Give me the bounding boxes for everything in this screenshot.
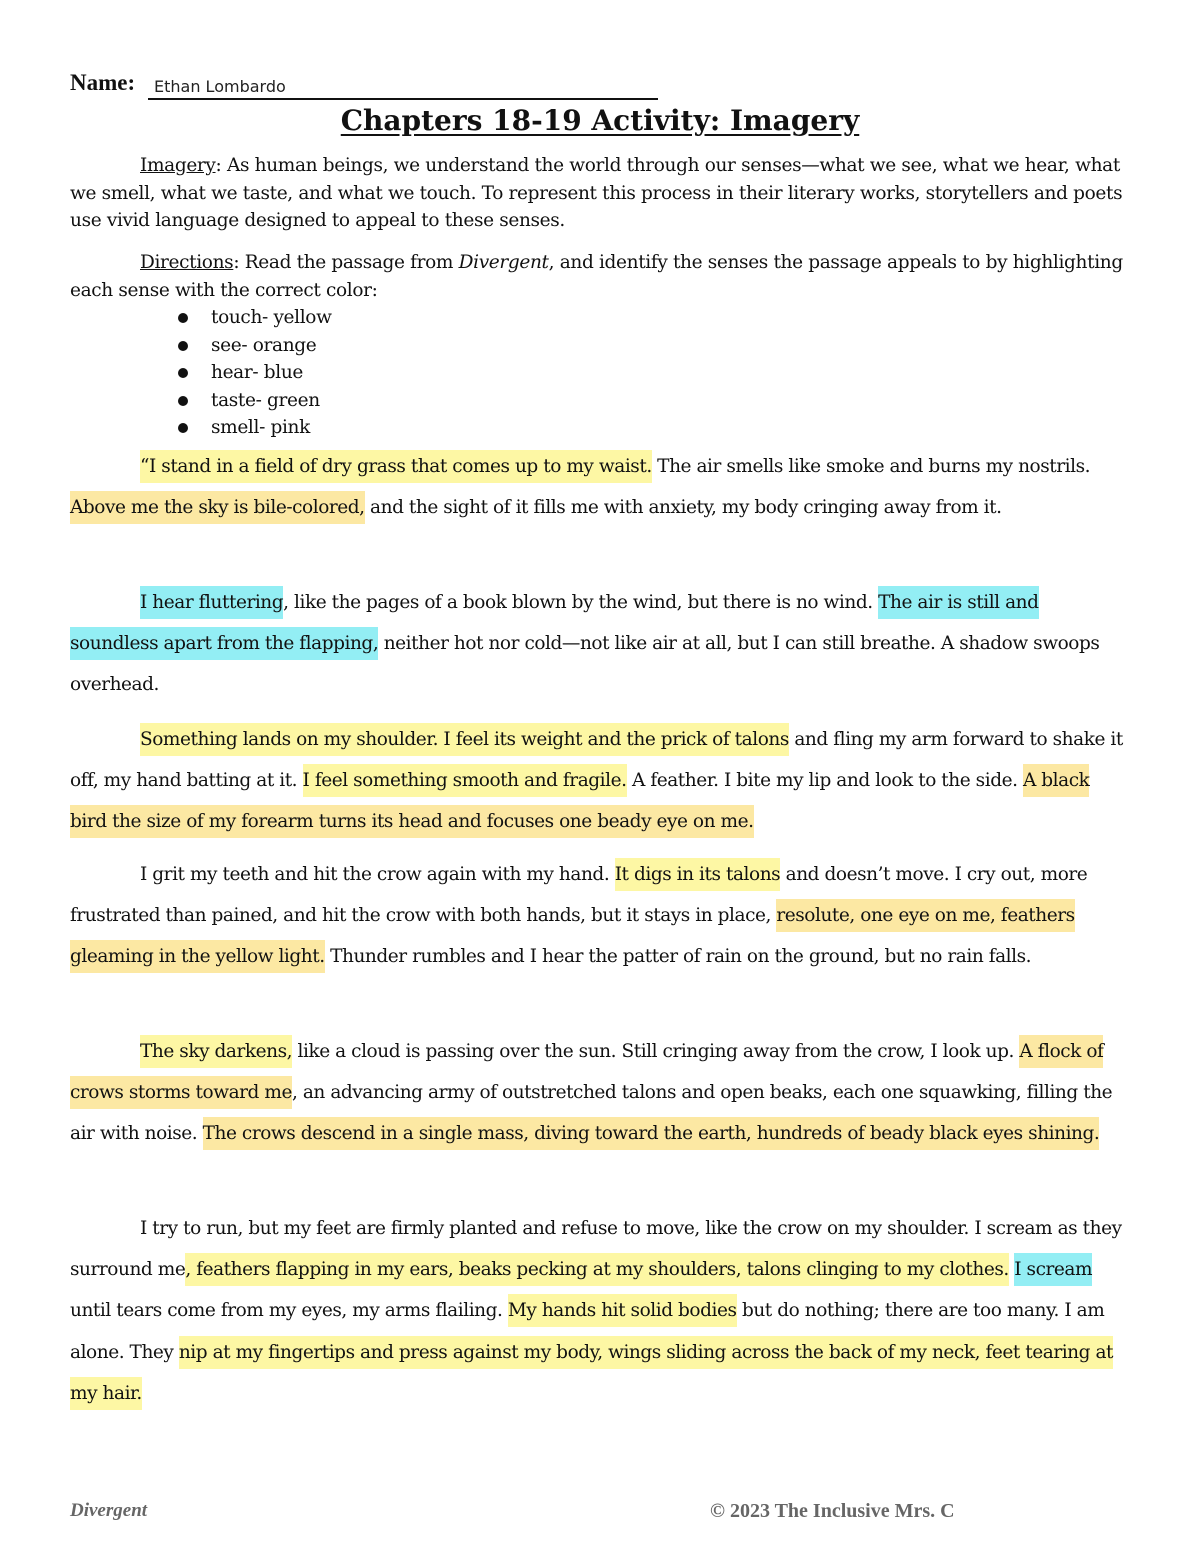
touch-highlight: , feathers flapping in my ears, beaks pecking at my shoulders, talons clinging to my clothes. <box>185 1253 1009 1286</box>
directions <box>70 249 1130 304</box>
see-highlight: resolute, one eye on me, feathers gleaming in the yellow light. <box>70 899 1075 973</box>
page-title: Chapters 18-19 Activity: Imagery <box>340 104 860 137</box>
sense-item-see: see- orange <box>175 332 332 360</box>
touch-highlight: It digs in its talons <box>615 858 781 891</box>
passage-text: and fling my arm forward to shake it off, my hand batting at it. <box>70 729 1123 792</box>
passage-text: I try to run, but my feet are firmly planted and refuse to move, like the crow on my shoulder. I scream as they surround me <box>70 1218 1122 1281</box>
touch-highlight: nip at my fingertips and press against my body, wings sliding across the back of my neck, feet tearing at my hair. <box>70 1336 1113 1410</box>
passage-paragraph-2 <box>70 582 1130 706</box>
see-highlight: The crows descend in a single mass, diving toward the earth, hundreds of beady black eyes shining. <box>203 1117 1100 1150</box>
touch-highlight: Something lands on my shoulder. I feel its weight and the prick of talons <box>140 723 789 756</box>
imagery-label: Imagery <box>140 155 216 176</box>
passage-text: , like the pages of a book blown by the wind, but there is no wind. <box>283 592 879 613</box>
passage-text: The air smells like smoke and burns my nostrils. <box>651 456 1091 477</box>
touch-highlight: My hands hit solid bodies <box>508 1294 737 1327</box>
sense-color-list <box>175 304 332 442</box>
passage-paragraph-5 <box>70 1031 1130 1155</box>
sense-item-taste: taste- green <box>175 387 332 415</box>
see-highlight: Above me the sky is bile-colored, <box>70 491 365 524</box>
passage-paragraph-1 <box>70 446 1130 528</box>
imagery-definition <box>70 152 1130 235</box>
imagery-text: : As human beings, we understand the world through our senses—what we see, what we hear, what we smell, what we taste, and what we touch. To represent this process in their literary works, storytellers and poets use vivid language designed to appeal to these senses. <box>70 155 1123 231</box>
touch-highlight: The sky darkens, <box>140 1035 292 1068</box>
see-highlight: A flock of crows storms toward me <box>70 1035 1103 1109</box>
passage-text: Thunder rumbles and I hear the patter of rain on the ground, but no rain falls. <box>324 946 1032 968</box>
passage-text: neither hot nor cold—not like air at all, but I can still breathe. A shadow swoops overhead. <box>70 633 1100 696</box>
directions-label: Directions <box>140 252 234 273</box>
hear-highlight: The air is still and soundless apart from the flapping, <box>70 586 1039 660</box>
passage-text: but do nothing; there are too many. I am alone. They <box>70 1300 1105 1363</box>
passage-paragraph-3 <box>70 719 1130 843</box>
passage-text: and doesn’t move. I cry out, more frustrated than pained, and hit the crow with both hands, but it stays in place, <box>70 864 1088 927</box>
passage-text: and the sight of it fills me with anxiety, my body cringing away from it. <box>364 497 1002 519</box>
see-highlight: A black bird the size of my forearm turns its head and focuses one beady eye on me. <box>70 764 1089 838</box>
passage-text: A feather. I bite my lip and look to the side. <box>626 770 1023 792</box>
passage-text: until tears come from my eyes, my arms flailing. <box>70 1300 508 1322</box>
hear-highlight: I scream <box>1014 1253 1092 1286</box>
footer-copyright: © 2023 The Inclusive Mrs. C <box>710 1500 955 1522</box>
name-label: Name: <box>70 70 136 95</box>
passage-text: I grit my teeth and hit the crow again with my hand. <box>140 864 615 885</box>
name-value[interactable]: Ethan Lombardo <box>154 77 286 96</box>
passage-paragraph-6 <box>70 1208 1130 1414</box>
sense-item-smell: smell- pink <box>175 414 332 442</box>
footer-book-title: Divergent <box>70 1500 148 1521</box>
sense-item-hear: hear- blue <box>175 359 332 387</box>
touch-highlight: “I stand in a field of dry grass that comes up to my waist. <box>140 450 652 483</box>
passage-paragraph-4 <box>70 854 1130 978</box>
directions-text-1: : Read the passage from <box>233 252 459 273</box>
passage-text: like a cloud is passing over the sun. Still cringing away from the crow, I look up. <box>292 1041 1020 1062</box>
directions-book: Divergent <box>458 252 549 273</box>
sense-item-touch: touch- yellow <box>175 304 332 332</box>
hear-highlight: I hear fluttering <box>140 586 283 619</box>
touch-highlight: I feel something smooth and fragile. <box>303 764 627 797</box>
directions-text-2: , and identify the senses the passage appeals to by highlighting each sense with the correct color: <box>70 252 1123 301</box>
passage-text: , an advancing army of outstretched talons and open beaks, each one squawking, filling the air with noise. <box>70 1082 1113 1145</box>
